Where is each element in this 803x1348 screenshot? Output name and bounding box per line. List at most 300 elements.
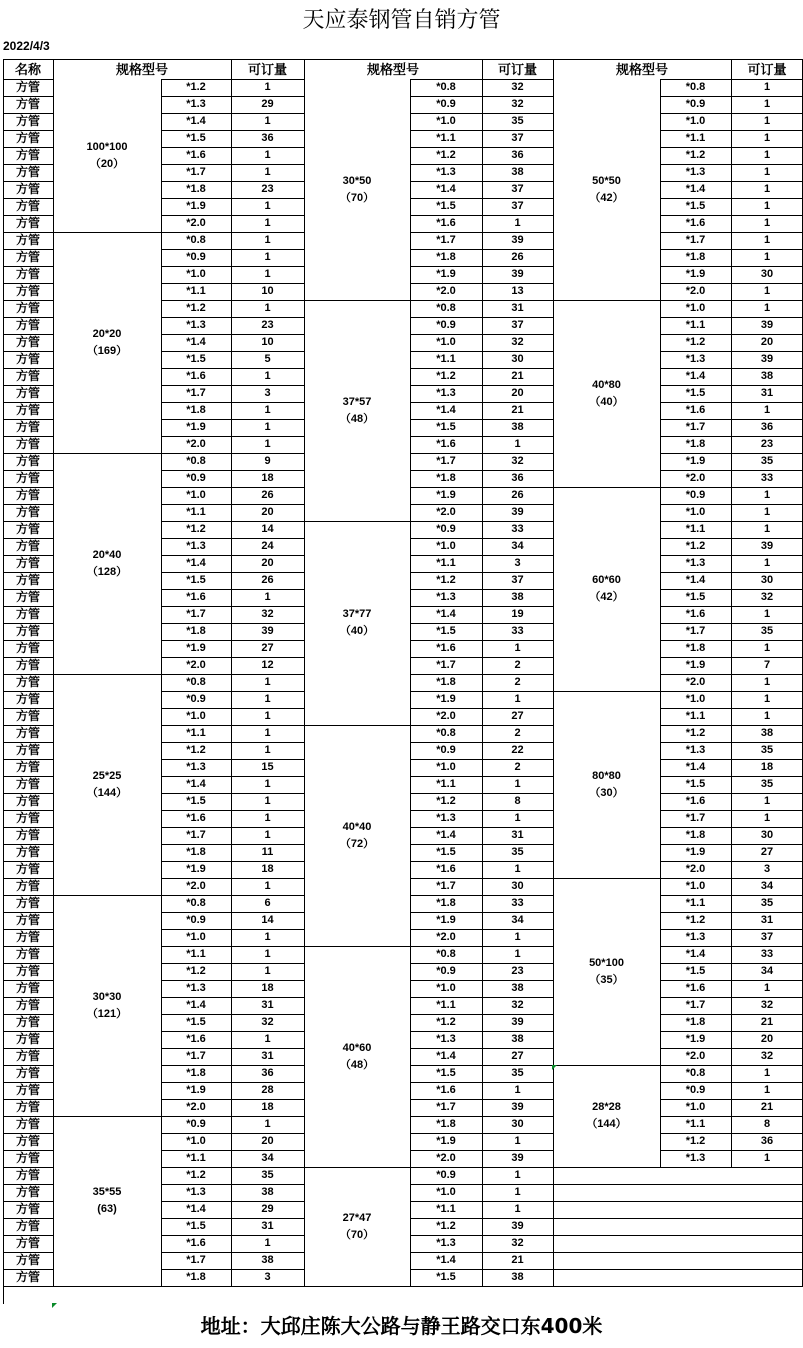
- thickness-cell: *1.4: [436, 1050, 456, 1062]
- quantity-cell: 1: [763, 81, 771, 93]
- quantity-cell: 35: [760, 625, 774, 637]
- quantity-cell: 20: [261, 506, 274, 518]
- thickness-cell: *1.9: [685, 268, 706, 280]
- thickness-cell: *1.0: [436, 336, 456, 348]
- thickness-cell: *1.7: [186, 166, 206, 178]
- spec-size: 28*28: [592, 1101, 621, 1113]
- thickness-cell: *1.9: [436, 268, 456, 280]
- row-name-cell: 方管: [15, 369, 40, 383]
- row-line: [3, 708, 53, 709]
- thickness-cell: *1.6: [186, 1033, 206, 1045]
- thickness-cell: *1.5: [186, 1220, 206, 1232]
- row-line: [161, 419, 304, 420]
- quantity-cell: 20: [760, 336, 774, 348]
- quantity-cell: 32: [261, 608, 274, 620]
- thickness-cell: *1.2: [436, 1220, 456, 1232]
- quantity-cell: 1: [514, 642, 521, 654]
- thickness-cell: *1.2: [685, 727, 706, 739]
- row-line: [3, 521, 53, 522]
- quantity-cell: 19: [511, 608, 524, 620]
- row-line: [161, 113, 304, 114]
- row-line: [3, 1099, 53, 1100]
- thickness-cell: *2.0: [186, 659, 206, 671]
- quantity-cell: 13: [511, 285, 524, 297]
- quantity-cell: 1: [264, 676, 271, 688]
- row-name-cell: 方管: [15, 522, 40, 536]
- quantity-cell: 37: [511, 132, 524, 144]
- group-divider: [304, 1286, 410, 1287]
- spec-count: （144）: [86, 786, 128, 799]
- thickness-cell: *1.2: [436, 370, 456, 382]
- quantity-cell: 38: [511, 591, 524, 603]
- quantity-cell: 34: [261, 1152, 274, 1164]
- row-name-cell: 方管: [15, 80, 40, 94]
- row-name-cell: 方管: [15, 845, 40, 859]
- thickness-cell: *1.0: [186, 268, 206, 280]
- quantity-cell: 1: [763, 693, 771, 705]
- row-line: [3, 1048, 53, 1049]
- quantity-cell: 21: [511, 1254, 524, 1266]
- quantity-cell: 1: [763, 982, 771, 994]
- header-qty-col2: 可订量: [497, 63, 537, 78]
- quantity-cell: 33: [511, 523, 524, 535]
- thickness-cell: *1.4: [436, 829, 456, 841]
- thickness-cell: *1.3: [436, 591, 456, 603]
- thickness-cell: *1.0: [685, 693, 706, 705]
- row-line: [161, 946, 304, 947]
- quantity-cell: 1: [264, 795, 271, 807]
- row-line: [161, 640, 304, 641]
- thickness-cell: *1.5: [186, 353, 206, 365]
- thickness-cell: *1.4: [436, 1254, 456, 1266]
- quantity-cell: 38: [511, 166, 524, 178]
- row-line: [3, 997, 53, 998]
- quantity-cell: 32: [511, 336, 524, 348]
- row-line: [3, 334, 53, 335]
- row-name-cell: 方管: [15, 590, 40, 604]
- quantity-cell: 23: [760, 438, 774, 450]
- header-qty-col1: 可订量: [247, 63, 287, 78]
- row-line: [161, 504, 304, 505]
- col-divider: [304, 59, 305, 1287]
- thickness-cell: *1.0: [186, 931, 206, 943]
- quantity-cell: 8: [514, 795, 521, 807]
- row-line: [161, 589, 304, 590]
- thickness-cell: *1.7: [685, 999, 706, 1011]
- quantity-cell: 38: [760, 370, 774, 382]
- thickness-cell: *1.7: [186, 1050, 206, 1062]
- row-name-cell: 方管: [15, 233, 40, 247]
- quantity-cell: 1: [763, 302, 771, 314]
- thickness-cell: *1.1: [685, 1118, 706, 1130]
- row-line: [3, 368, 53, 369]
- row-line: [553, 1252, 803, 1253]
- col-divider: [3, 59, 4, 1287]
- row-line: [161, 79, 304, 80]
- spec-group-label: [553, 1065, 660, 1167]
- thickness-cell: *0.8: [685, 1067, 706, 1079]
- quantity-cell: 21: [511, 370, 524, 382]
- spec-group-label: [304, 1167, 410, 1286]
- quantity-cell: 26: [511, 251, 524, 263]
- quantity-cell: 39: [760, 540, 774, 552]
- thickness-cell: *1.4: [186, 336, 206, 348]
- row-line: [161, 793, 304, 794]
- thickness-cell: *1.8: [186, 1271, 206, 1283]
- row-line: [3, 1014, 53, 1015]
- row-line: [161, 283, 304, 284]
- quantity-cell: 10: [261, 336, 274, 348]
- thickness-cell: *1.9: [436, 693, 456, 705]
- thickness-cell: *1.0: [436, 1186, 456, 1198]
- quantity-cell: 18: [261, 982, 274, 994]
- quantity-cell: 26: [261, 489, 274, 501]
- thickness-cell: *1.3: [186, 319, 206, 331]
- thickness-cell: *1.4: [685, 574, 706, 586]
- row-line: [3, 215, 53, 216]
- row-line: [161, 844, 304, 845]
- thickness-cell: *1.2: [436, 795, 456, 807]
- row-line: [161, 674, 304, 675]
- thickness-cell: *1.2: [186, 523, 206, 535]
- quantity-cell: 32: [511, 1237, 524, 1249]
- thickness-cell: *1.3: [436, 387, 456, 399]
- thickness-cell: *0.9: [436, 523, 456, 535]
- thickness-cell: *1.9: [436, 914, 456, 926]
- row-name-cell: 方管: [15, 1270, 40, 1284]
- row-line: [161, 470, 304, 471]
- row-line: [3, 538, 53, 539]
- quantity-cell: 31: [261, 1050, 274, 1062]
- quantity-cell: 1: [264, 710, 271, 722]
- header-divider: [731, 59, 732, 79]
- quantity-cell: 39: [511, 234, 524, 246]
- row-name-cell: 方管: [15, 437, 40, 451]
- header-qty-col3: 可订量: [747, 63, 787, 78]
- row-line: [161, 827, 304, 828]
- row-line: [161, 181, 304, 182]
- row-name-cell: 方管: [15, 131, 40, 145]
- row-name-cell: 方管: [15, 879, 40, 893]
- thickness-cell: *1.3: [186, 540, 206, 552]
- quantity-cell: 34: [511, 540, 524, 552]
- thickness-cell: *1.6: [685, 217, 706, 229]
- quantity-cell: 1: [264, 829, 271, 841]
- thickness-cell: *1.3: [436, 1237, 456, 1249]
- row-line: [660, 1167, 803, 1168]
- col-divider: [53, 59, 54, 1287]
- thickness-cell: *1.7: [436, 234, 456, 246]
- thickness-cell: *0.8: [685, 81, 706, 93]
- quantity-cell: 34: [511, 914, 524, 926]
- row-line: [161, 810, 304, 811]
- row-name-cell: 方管: [15, 777, 40, 791]
- thickness-cell: *1.6: [186, 591, 206, 603]
- spec-group-label: [304, 946, 410, 1167]
- quantity-cell: 32: [261, 1016, 274, 1028]
- row-name-cell: 方管: [15, 352, 40, 366]
- row-name-cell: 方管: [15, 335, 40, 349]
- quantity-cell: 1: [264, 778, 271, 790]
- quantity-cell: 33: [760, 472, 774, 484]
- row-line: [161, 1201, 304, 1202]
- thickness-cell: *1.3: [685, 744, 706, 756]
- quantity-cell: 20: [261, 557, 274, 569]
- row-name-cell: 方管: [15, 1083, 40, 1097]
- quantity-cell: 20: [511, 387, 524, 399]
- row-name-cell: 方管: [15, 267, 40, 281]
- row-line: [3, 912, 53, 913]
- thickness-cell: *1.8: [685, 642, 706, 654]
- thickness-cell: *1.6: [685, 608, 706, 620]
- spec-count: （144）: [586, 1118, 627, 1130]
- quantity-cell: 1: [763, 149, 771, 161]
- row-line: [3, 810, 53, 811]
- quantity-cell: 30: [760, 829, 774, 841]
- spec-group-label: [53, 895, 161, 1116]
- quantity-cell: 1: [763, 795, 771, 807]
- row-name-cell: 方管: [15, 794, 40, 808]
- thickness-cell: *1.5: [186, 132, 206, 144]
- row-name-cell: 方管: [15, 505, 40, 519]
- header-spec-col3: 规格型号: [615, 63, 668, 78]
- row-line: [3, 266, 53, 267]
- quantity-cell: 30: [511, 880, 524, 892]
- row-line: [3, 861, 53, 862]
- quantity-cell: 31: [760, 914, 774, 926]
- cell-marker-icon: [552, 1065, 557, 1070]
- row-line: [553, 1235, 803, 1236]
- row-line: [3, 946, 53, 947]
- quantity-cell: 1: [264, 931, 271, 943]
- thickness-cell: *1.2: [685, 540, 706, 552]
- row-line: [3, 572, 53, 573]
- quantity-cell: 18: [760, 761, 774, 773]
- row-line: [3, 79, 53, 80]
- thickness-cell: *1.4: [685, 183, 706, 195]
- quantity-cell: 15: [261, 761, 274, 773]
- thickness-cell: *1.7: [685, 812, 706, 824]
- thickness-cell: *2.0: [186, 880, 206, 892]
- quantity-cell: 31: [511, 302, 524, 314]
- quantity-cell: 27: [511, 710, 524, 722]
- row-line: [3, 623, 53, 624]
- quantity-cell: 1: [514, 438, 521, 450]
- thickness-cell: *1.0: [685, 880, 706, 892]
- quantity-cell: 7: [763, 659, 771, 671]
- thickness-cell: *1.7: [685, 234, 706, 246]
- thickness-cell: *1.4: [186, 1203, 206, 1215]
- thickness-cell: *0.9: [436, 744, 456, 756]
- quantity-cell: 23: [261, 183, 274, 195]
- thickness-cell: *1.7: [685, 421, 706, 433]
- row-line: [161, 1252, 304, 1253]
- quantity-cell: 1: [763, 506, 771, 518]
- row-name-cell: 方管: [15, 896, 40, 910]
- row-line: [3, 470, 53, 471]
- spec-size: 40*40: [342, 820, 372, 833]
- quantity-cell: 39: [511, 1101, 524, 1113]
- row-line: [3, 589, 53, 590]
- row-line: [3, 878, 53, 879]
- quantity-cell: 39: [760, 353, 774, 365]
- row-name-cell: 方管: [15, 573, 40, 587]
- thickness-cell: *1.6: [685, 404, 706, 416]
- quantity-cell: 35: [760, 455, 774, 467]
- row-name-cell: 方管: [15, 148, 40, 162]
- row-line: [3, 181, 53, 182]
- row-name-cell: 方管: [15, 488, 40, 502]
- quantity-cell: 21: [511, 404, 524, 416]
- quantity-cell: 1: [763, 1152, 771, 1164]
- row-name-cell: 方管: [15, 1117, 40, 1131]
- row-line: [161, 555, 304, 556]
- row-name-cell: 方管: [15, 199, 40, 213]
- row-name-cell: 方管: [15, 760, 40, 774]
- thickness-cell: *1.1: [186, 506, 206, 518]
- footer-border: [3, 1286, 4, 1304]
- thickness-cell: *1.5: [186, 1016, 206, 1028]
- row-line: [3, 1031, 53, 1032]
- row-line: [161, 436, 304, 437]
- quantity-cell: 36: [511, 472, 524, 484]
- thickness-cell: *0.8: [436, 948, 456, 960]
- quantity-cell: 1: [264, 234, 271, 246]
- quantity-cell: 2: [514, 727, 521, 739]
- quantity-cell: 37: [511, 574, 524, 586]
- quantity-cell: 1: [264, 1033, 271, 1045]
- thickness-cell: *1.9: [685, 846, 706, 858]
- row-name-cell: 方管: [15, 1236, 40, 1250]
- row-line: [3, 980, 53, 981]
- thickness-cell: *1.1: [685, 523, 706, 535]
- header-name: 名称: [14, 63, 41, 78]
- row-name-cell: 方管: [15, 182, 40, 196]
- row-name-cell: 方管: [15, 301, 40, 315]
- thickness-cell: *1.8: [436, 472, 456, 484]
- row-line: [3, 555, 53, 556]
- row-line: [3, 385, 53, 386]
- quantity-cell: 1: [763, 285, 771, 297]
- spec-size: 35*55: [92, 1186, 122, 1198]
- spec-group-label: [304, 725, 410, 946]
- thickness-cell: *1.7: [685, 625, 706, 637]
- thickness-cell: *1.1: [685, 897, 706, 909]
- quantity-cell: 1: [264, 149, 271, 161]
- thickness-cell: *1.1: [436, 557, 456, 569]
- spec-size: 20*20: [92, 327, 122, 340]
- thickness-cell: *1.0: [186, 710, 206, 722]
- thickness-cell: *1.9: [685, 455, 706, 467]
- quantity-cell: 32: [511, 455, 524, 467]
- thickness-cell: *2.0: [685, 863, 706, 875]
- quantity-cell: 1: [514, 693, 521, 705]
- col-divider: [731, 79, 732, 1167]
- thickness-cell: *0.9: [186, 914, 206, 926]
- row-line: [161, 878, 304, 879]
- row-name-cell: 方管: [15, 624, 40, 638]
- row-line: [3, 793, 53, 794]
- header-top-border: [3, 59, 803, 60]
- row-line: [161, 164, 304, 165]
- thickness-cell: *2.0: [436, 1152, 456, 1164]
- row-name-cell: 方管: [15, 1219, 40, 1233]
- thickness-cell: *1.0: [685, 115, 706, 127]
- thickness-cell: *1.9: [186, 642, 206, 654]
- quantity-cell: 1: [264, 268, 271, 280]
- row-line: [161, 317, 304, 318]
- row-name-cell: 方管: [15, 1168, 40, 1182]
- quantity-cell: 10: [261, 285, 274, 297]
- thickness-cell: *2.0: [436, 506, 456, 518]
- spec-size: 30*30: [92, 990, 122, 1003]
- thickness-cell: *0.8: [186, 234, 206, 246]
- quantity-cell: 1: [264, 302, 271, 314]
- thickness-cell: *1.7: [436, 880, 456, 892]
- quantity-cell: 1: [763, 200, 771, 212]
- row-line: [161, 1116, 304, 1117]
- row-name-cell: 方管: [15, 1134, 40, 1148]
- spec-group-label: [304, 521, 410, 725]
- quantity-cell: 1: [264, 965, 271, 977]
- row-line: [161, 232, 304, 233]
- thickness-cell: *1.8: [685, 251, 706, 263]
- quantity-cell: 1: [514, 931, 521, 943]
- row-name-cell: 方管: [15, 692, 40, 706]
- spec-size: 20*40: [92, 548, 122, 561]
- spec-size: 100*100: [86, 140, 128, 153]
- thickness-cell: *1.4: [685, 761, 706, 773]
- col-divider: [482, 79, 483, 1286]
- thickness-cell: *1.2: [685, 914, 706, 926]
- thickness-cell: *1.8: [186, 625, 206, 637]
- row-name-cell: 方管: [15, 1151, 40, 1165]
- thickness-cell: *1.2: [186, 81, 206, 93]
- quantity-cell: 1: [763, 217, 771, 229]
- date-label: 2022/4/3: [3, 39, 50, 53]
- quantity-cell: 26: [511, 489, 524, 501]
- quantity-cell: 37: [511, 200, 524, 212]
- thickness-cell: *1.1: [685, 132, 706, 144]
- quantity-cell: 1: [264, 217, 271, 229]
- spec-group-label: [53, 79, 161, 232]
- quantity-cell: 2: [514, 676, 521, 688]
- quantity-cell: 35: [511, 1067, 524, 1079]
- row-line: [3, 657, 53, 658]
- row-line: [161, 1286, 304, 1287]
- thickness-cell: *1.9: [436, 1135, 456, 1147]
- header-divider: [482, 59, 483, 79]
- thickness-cell: *1.1: [436, 1203, 456, 1215]
- quantity-cell: 1: [763, 489, 771, 501]
- spec-count: （42）: [589, 191, 624, 204]
- row-line: [161, 725, 304, 726]
- quantity-cell: 18: [261, 472, 274, 484]
- row-line: [161, 861, 304, 862]
- thickness-cell: *1.6: [436, 642, 456, 654]
- spec-group-label: [553, 691, 660, 878]
- row-name-cell: 方管: [15, 556, 40, 570]
- thickness-cell: *1.2: [436, 149, 456, 161]
- quantity-cell: 1: [264, 438, 271, 450]
- thickness-cell: *1.1: [186, 948, 206, 960]
- quantity-cell: 1: [514, 1084, 521, 1096]
- quantity-cell: 35: [760, 897, 774, 909]
- quantity-cell: 30: [511, 1118, 524, 1130]
- row-name-cell: 方管: [15, 862, 40, 876]
- thickness-cell: *1.0: [436, 115, 456, 127]
- quantity-cell: 35: [511, 846, 524, 858]
